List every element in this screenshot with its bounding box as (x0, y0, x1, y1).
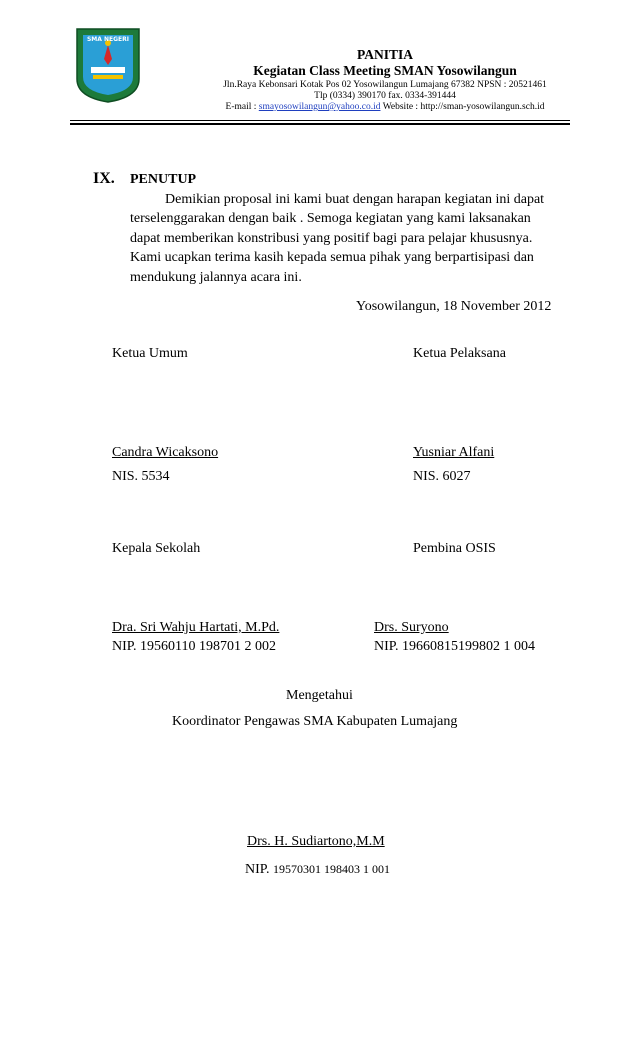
letterhead-title: PANITIA (356, 47, 413, 62)
paragraph-line: Demikian proposal ini kami buat dengan harapan kegiatan ini dapat (165, 192, 545, 207)
id-number: 19570301 198403 1 001 (273, 862, 391, 876)
website-text: Website : http://sman-yosowilangun.sch.id (382, 102, 545, 112)
role-ketua-pelaksana: Ketua Pelaksana (413, 346, 506, 361)
letterhead-contact (180, 102, 590, 113)
section-number: IX. (93, 170, 115, 187)
role-ketua-umum: Ketua Umum (112, 346, 188, 361)
id-ketua-umum: NIS. 5534 (112, 469, 170, 484)
place-date: Yosowilangun, 18 November 2012 (356, 299, 552, 314)
section-title: PENUTUP (130, 172, 197, 187)
id-prefix: NIP. (245, 862, 270, 877)
id-kepala-sekolah: NIP. 19560110 198701 2 002 (112, 639, 276, 654)
role-pembina: Pembina OSIS (413, 541, 496, 556)
name-pembina: Drs. Suryono (374, 620, 449, 635)
name-ketua-umum: Candra Wicaksono (112, 445, 219, 460)
paragraph-line: terselenggarakan dengan baik . Semoga kegiatan yang kami laksanakan (130, 211, 531, 227)
paragraph-line: mendukung jalannya acara ini. (130, 269, 302, 285)
id-pembina: NIP. 19660815199802 1 004 (374, 639, 536, 654)
closing-paragraph (130, 190, 570, 287)
id-koordinator (245, 862, 390, 878)
letterhead-subtitle: Kegiatan Class Meeting SMAN Yosowilangun (253, 63, 517, 78)
logo-text: SMA NEGERI (86, 36, 130, 43)
letterhead-divider-thick (70, 123, 570, 125)
mengetahui-label: Mengetahui (286, 688, 353, 703)
school-logo (75, 27, 141, 103)
letterhead-phone: Tlp (0334) 390170 fax. 0334-391444 (314, 91, 456, 101)
email-link[interactable]: smayosowilangun@yahoo.co.id (258, 102, 381, 112)
letterhead-address: Jln.Raya Kebonsari Kotak Pos 02 Yosowilangun Lumajang 67382 NPSN : 20521461 (223, 80, 547, 90)
letterhead-divider (70, 120, 570, 121)
name-ketua-pelaksana: Yusniar Alfani (413, 445, 495, 460)
email-label: E-mail : (225, 102, 257, 112)
id-ketua-pelaksana: NIS. 6027 (413, 469, 471, 484)
paragraph-line: Kami ucapkan terima kasih kepada semua pihak yang berpartisipasi dan (130, 250, 534, 266)
role-kepala-sekolah: Kepala Sekolah (112, 541, 201, 556)
name-koordinator: Drs. H. Sudiartono,M.M (247, 834, 385, 849)
paragraph-line: dapat memberikan konstribusi yang positif bagi para pelajar khususnya. (130, 230, 533, 246)
role-koordinator: Koordinator Pengawas SMA Kabupaten Lumajang (172, 714, 458, 729)
name-kepala-sekolah: Dra. Sri Wahju Hartati, M.Pd. (112, 620, 280, 635)
